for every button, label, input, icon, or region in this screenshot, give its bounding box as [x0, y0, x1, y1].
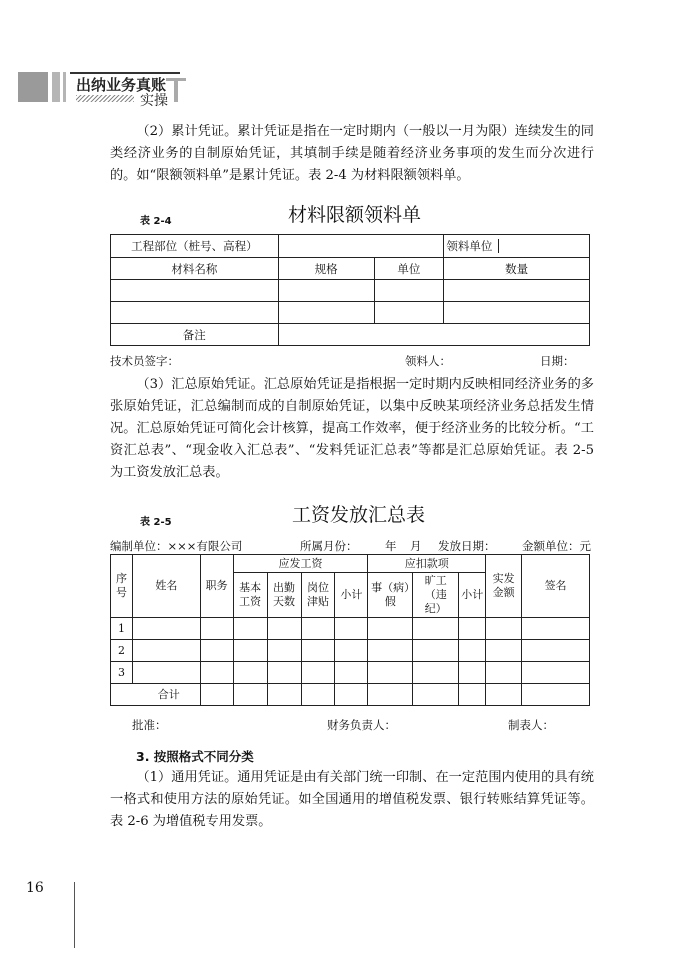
header-post: 岗位津贴 [301, 573, 335, 618]
header-attend: 出勤天数 [267, 573, 301, 618]
table-row [111, 662, 590, 684]
meta-unit: 编制单位：×××有限公司 [110, 539, 243, 553]
header-actual: 实发金额 [486, 555, 522, 618]
meta-year: 年 [385, 539, 397, 553]
meta-mon: 月 [410, 539, 422, 553]
header-hatch-decor [76, 95, 134, 102]
page-number: 16 [26, 880, 44, 896]
section-heading: 3. 按照格式不同分类 [136, 749, 254, 764]
header-material-name: 材料名称 [111, 258, 279, 280]
header-name: 姓名 [132, 555, 200, 618]
header-position: 职务 [200, 555, 233, 618]
header-payable: 应发工资 [233, 555, 368, 573]
table-2-4 [110, 234, 590, 346]
cell-project-location-value [278, 235, 444, 258]
cell-remark-value [278, 324, 589, 346]
meta-month: 所属月份： [300, 539, 358, 553]
footer-approve: 批准： [132, 718, 167, 732]
table-row [111, 302, 590, 324]
table-2-5 [110, 554, 590, 706]
header-title: 出纳业务真账 [76, 76, 167, 94]
table-2-4-label: 表 2-4 [140, 216, 172, 227]
page-margin-rule [74, 882, 75, 948]
row-seq: 3 [111, 662, 133, 684]
footer-finance: 财务负责人： [327, 718, 396, 732]
receiving-unit-label: 领料单位 [446, 239, 499, 253]
header-decor-bar-thin [63, 72, 66, 102]
footer-maker: 制表人： [508, 718, 554, 732]
meta-currency: 金额单位：元 [522, 539, 591, 553]
header-absent: 旷工（违纪） [413, 573, 459, 618]
table-2-4-title: 材料限额领料单 [288, 204, 422, 226]
header-seq: 序号 [111, 555, 133, 618]
header-unit: 单位 [374, 258, 444, 280]
table-row [111, 618, 590, 640]
header-quantity: 数量 [444, 258, 590, 280]
table-2-5-title: 工资发放汇总表 [292, 504, 426, 526]
footer-date: 日期： [540, 354, 575, 368]
table-row-total [111, 684, 590, 706]
header-decor-block [18, 72, 48, 102]
cell-receiving-unit [444, 235, 590, 258]
header-subtitle: 实操 [140, 93, 168, 109]
cell-project-location-label: 工程部位（桩号、高程） [111, 235, 279, 258]
footer-receiver: 领料人： [405, 354, 451, 368]
header-decor-bar [52, 72, 60, 102]
header-subtotal: 小计 [335, 573, 368, 618]
meta-payday: 发放日期： [438, 539, 496, 553]
table-2-5-label: 表 2-5 [140, 517, 172, 528]
row-seq: 1 [111, 618, 133, 640]
table-row [111, 640, 590, 662]
row-seq: 2 [111, 640, 133, 662]
header-deductions: 应扣款项 [368, 555, 486, 573]
table-row [111, 280, 590, 302]
paragraph-cumulative-voucher: （2）累计凭证。累计凭证是指在一定时期内（一般以一月为限）连续发生的同类经济业务的自制原始凭证，其填制手续是随着经济业务事项的发生而分次进行的。如“限额领料单”是累计凭证。表 2-4 为材料限额领料单。 [110, 124, 594, 183]
header-sign: 签名 [522, 555, 590, 618]
paragraph-general-voucher: （1）通用凭证。通用凭证是由有关部门统一印制、在一定范围内使用的具有统一格式和使用方法的原始凭证。如全国通用的增值税发票、银行转账结算凭证等。表 2-6 为增值税专用发票。 [110, 770, 594, 829]
header-leave: 事（病）假 [368, 573, 413, 618]
footer-tech-sign: 技术员签字： [110, 354, 179, 368]
header-subtotal-2: 小计 [459, 573, 486, 618]
cell-remark-label: 备注 [111, 324, 279, 346]
header-spec: 规格 [278, 258, 374, 280]
paragraph-summary-voucher: （3）汇总原始凭证。汇总原始凭证是指根据一定时期内反映相同经济业务的多张原始凭证，汇总编制而成的自制原始凭证，以集中反映某项经济业务总括发生情况。汇总原始凭证可简化会计核算，提高工作效率，便于经济业务的比较分析。“工资汇总表”、“现金收入汇总表”、“发料凭证汇总表”等都是汇总原始凭证。表 2-5 为工资发放汇总表。 [110, 377, 594, 480]
header-t-decor-stem [174, 78, 178, 102]
header-basic: 基本工资 [233, 573, 267, 618]
total-label: 合计 [111, 684, 201, 706]
